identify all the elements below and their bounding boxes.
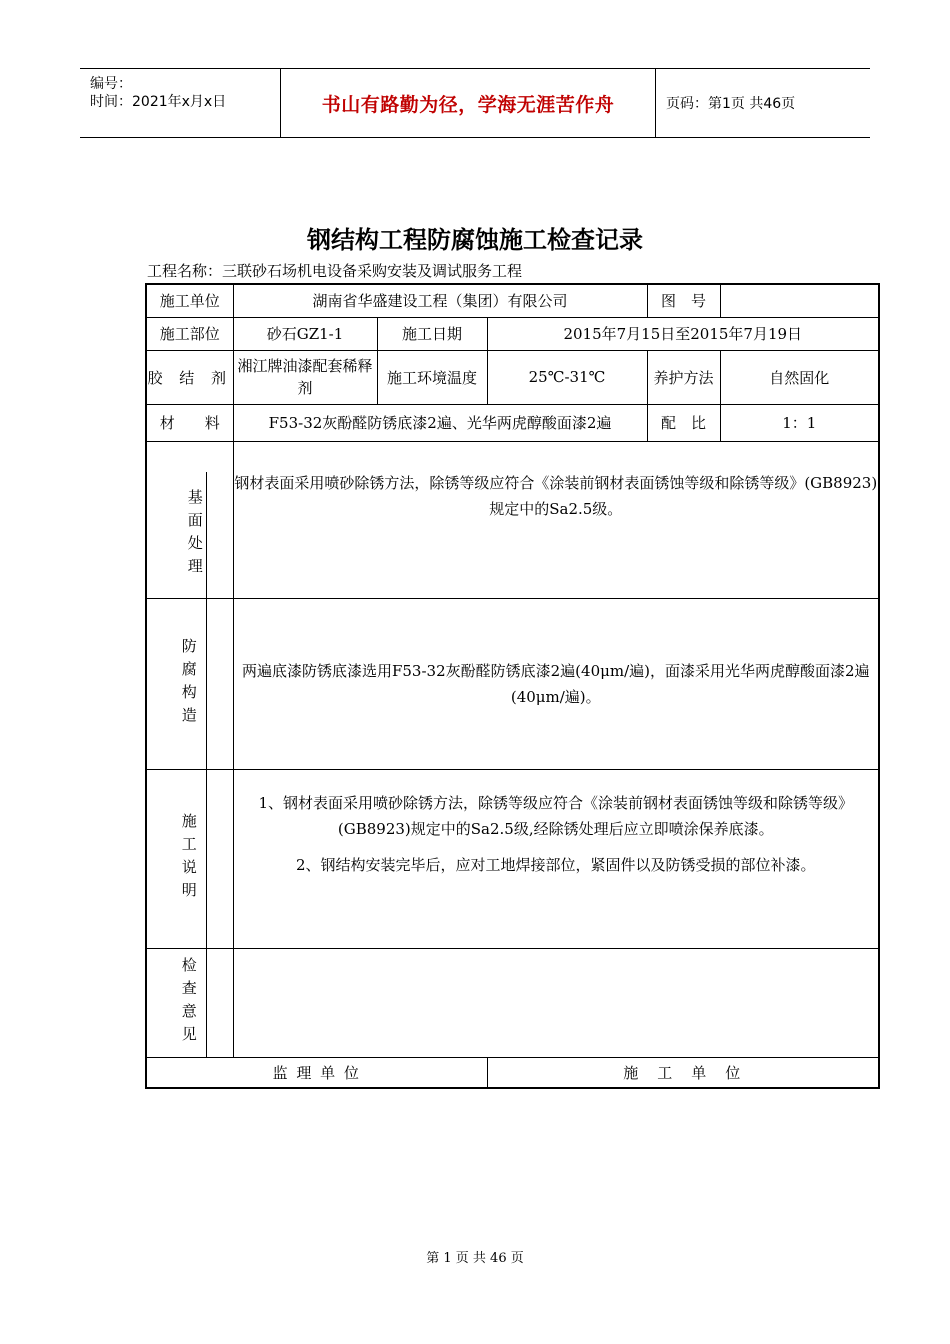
form-row-anticorrosion (146, 598, 879, 769)
surface-text: 钢材表面采用喷砂除锈方法，除锈等级应符合《涂装前钢材表面锈蚀等级和除锈等级》(GB8923)规定中的Sa2.5级。 (233, 441, 879, 598)
form-row-surface (146, 441, 879, 598)
header-page-cell (656, 69, 870, 137)
part-value: 砂石GZ1-1 (233, 317, 377, 350)
inspection-label-cell (146, 948, 233, 1057)
header-motto-cell (280, 69, 656, 137)
supervisor-label: 监 理 单 位 (146, 1057, 487, 1088)
notes-cell (233, 769, 879, 948)
drawing-label: 图 号 (647, 284, 720, 317)
anticorrosion-text: 两遍底漆防锈底漆选用F53-32灰酚醛防锈底漆2遍(40μm/遍)，面漆采用光华两虎醇酸面漆2遍(40μm/遍)。 (233, 598, 879, 769)
adhesive-label: 胶 结 剂 (146, 350, 233, 404)
form-row-adhesive (146, 350, 879, 404)
env-temp-label: 施工环境温度 (377, 350, 487, 404)
form-row-unit (146, 284, 879, 317)
curing-value: 自然固化 (720, 350, 879, 404)
date-value: 2015年7月15日至2015年7月19日 (487, 317, 879, 350)
motto-text: 书山有路勤为径，学海无涯苦作舟 (321, 93, 615, 116)
page-info: 页码：第1页 共46页 (666, 96, 796, 112)
notes-label-cell (146, 769, 233, 948)
unit-label: 施工单位 (146, 284, 233, 317)
form-row-material (146, 404, 879, 441)
project-name: 工程名称：三联砂石场机电设备采购安装及调试服务工程 (147, 262, 523, 280)
header-meta (80, 69, 280, 137)
form-row-inspection (146, 948, 879, 1057)
inspection-form (145, 283, 880, 1089)
inspection-label: 检查意见 (173, 949, 207, 1057)
notes-item-1: 1、钢材表面采用喷砂除锈方法，除锈等级应符合《涂装前钢材表面锈蚀等级和除锈等级》(GB8923)规定中的Sa2.5级,经除锈处理后应立即喷涂保养底漆。 (258, 793, 854, 838)
surface-label-cell (146, 441, 233, 598)
inspection-text (233, 948, 879, 1057)
notes-item-2: 2、钢结构安装完毕后，应对工地焊接部位，紧固件以及防锈受损的部位补漆。 (295, 855, 816, 874)
adhesive-value: 湘江牌油漆配套稀释剂 (233, 350, 377, 404)
anticorrosion-label: 防腐构造 (173, 599, 207, 769)
number-label: 编号： (90, 76, 132, 92)
curing-label: 养护方法 (647, 350, 720, 404)
material-value: F53-32灰酚醛防锈底漆2遍、光华两虎醇酸面漆2遍 (233, 404, 647, 441)
unit-value: 湖南省华盛建设工程（集团）有限公司 (233, 284, 647, 317)
contractor-label: 施 工 单 位 (487, 1057, 879, 1088)
form-row-signatures (146, 1057, 879, 1088)
form-row-part (146, 317, 879, 350)
env-temp-value: 25℃-31℃ (487, 350, 647, 404)
drawing-value (720, 284, 879, 317)
anticorrosion-label-cell (146, 598, 233, 769)
time-label: 时间：2021年x月x日 (90, 94, 227, 110)
ratio-value: 1：1 (720, 404, 879, 441)
page-footer: 第 1 页 共 46 页 (426, 1251, 524, 1266)
ratio-label: 配 比 (647, 404, 720, 441)
surface-label: 基面处理 (173, 472, 207, 598)
date-label: 施工日期 (377, 317, 487, 350)
part-label: 施工部位 (146, 317, 233, 350)
document-title: 钢结构工程防腐蚀施工检查记录 (307, 226, 643, 254)
form-row-notes (146, 769, 879, 948)
notes-label: 施工说明 (173, 770, 207, 948)
material-label: 材 料 (146, 404, 233, 441)
document-header (80, 68, 870, 138)
